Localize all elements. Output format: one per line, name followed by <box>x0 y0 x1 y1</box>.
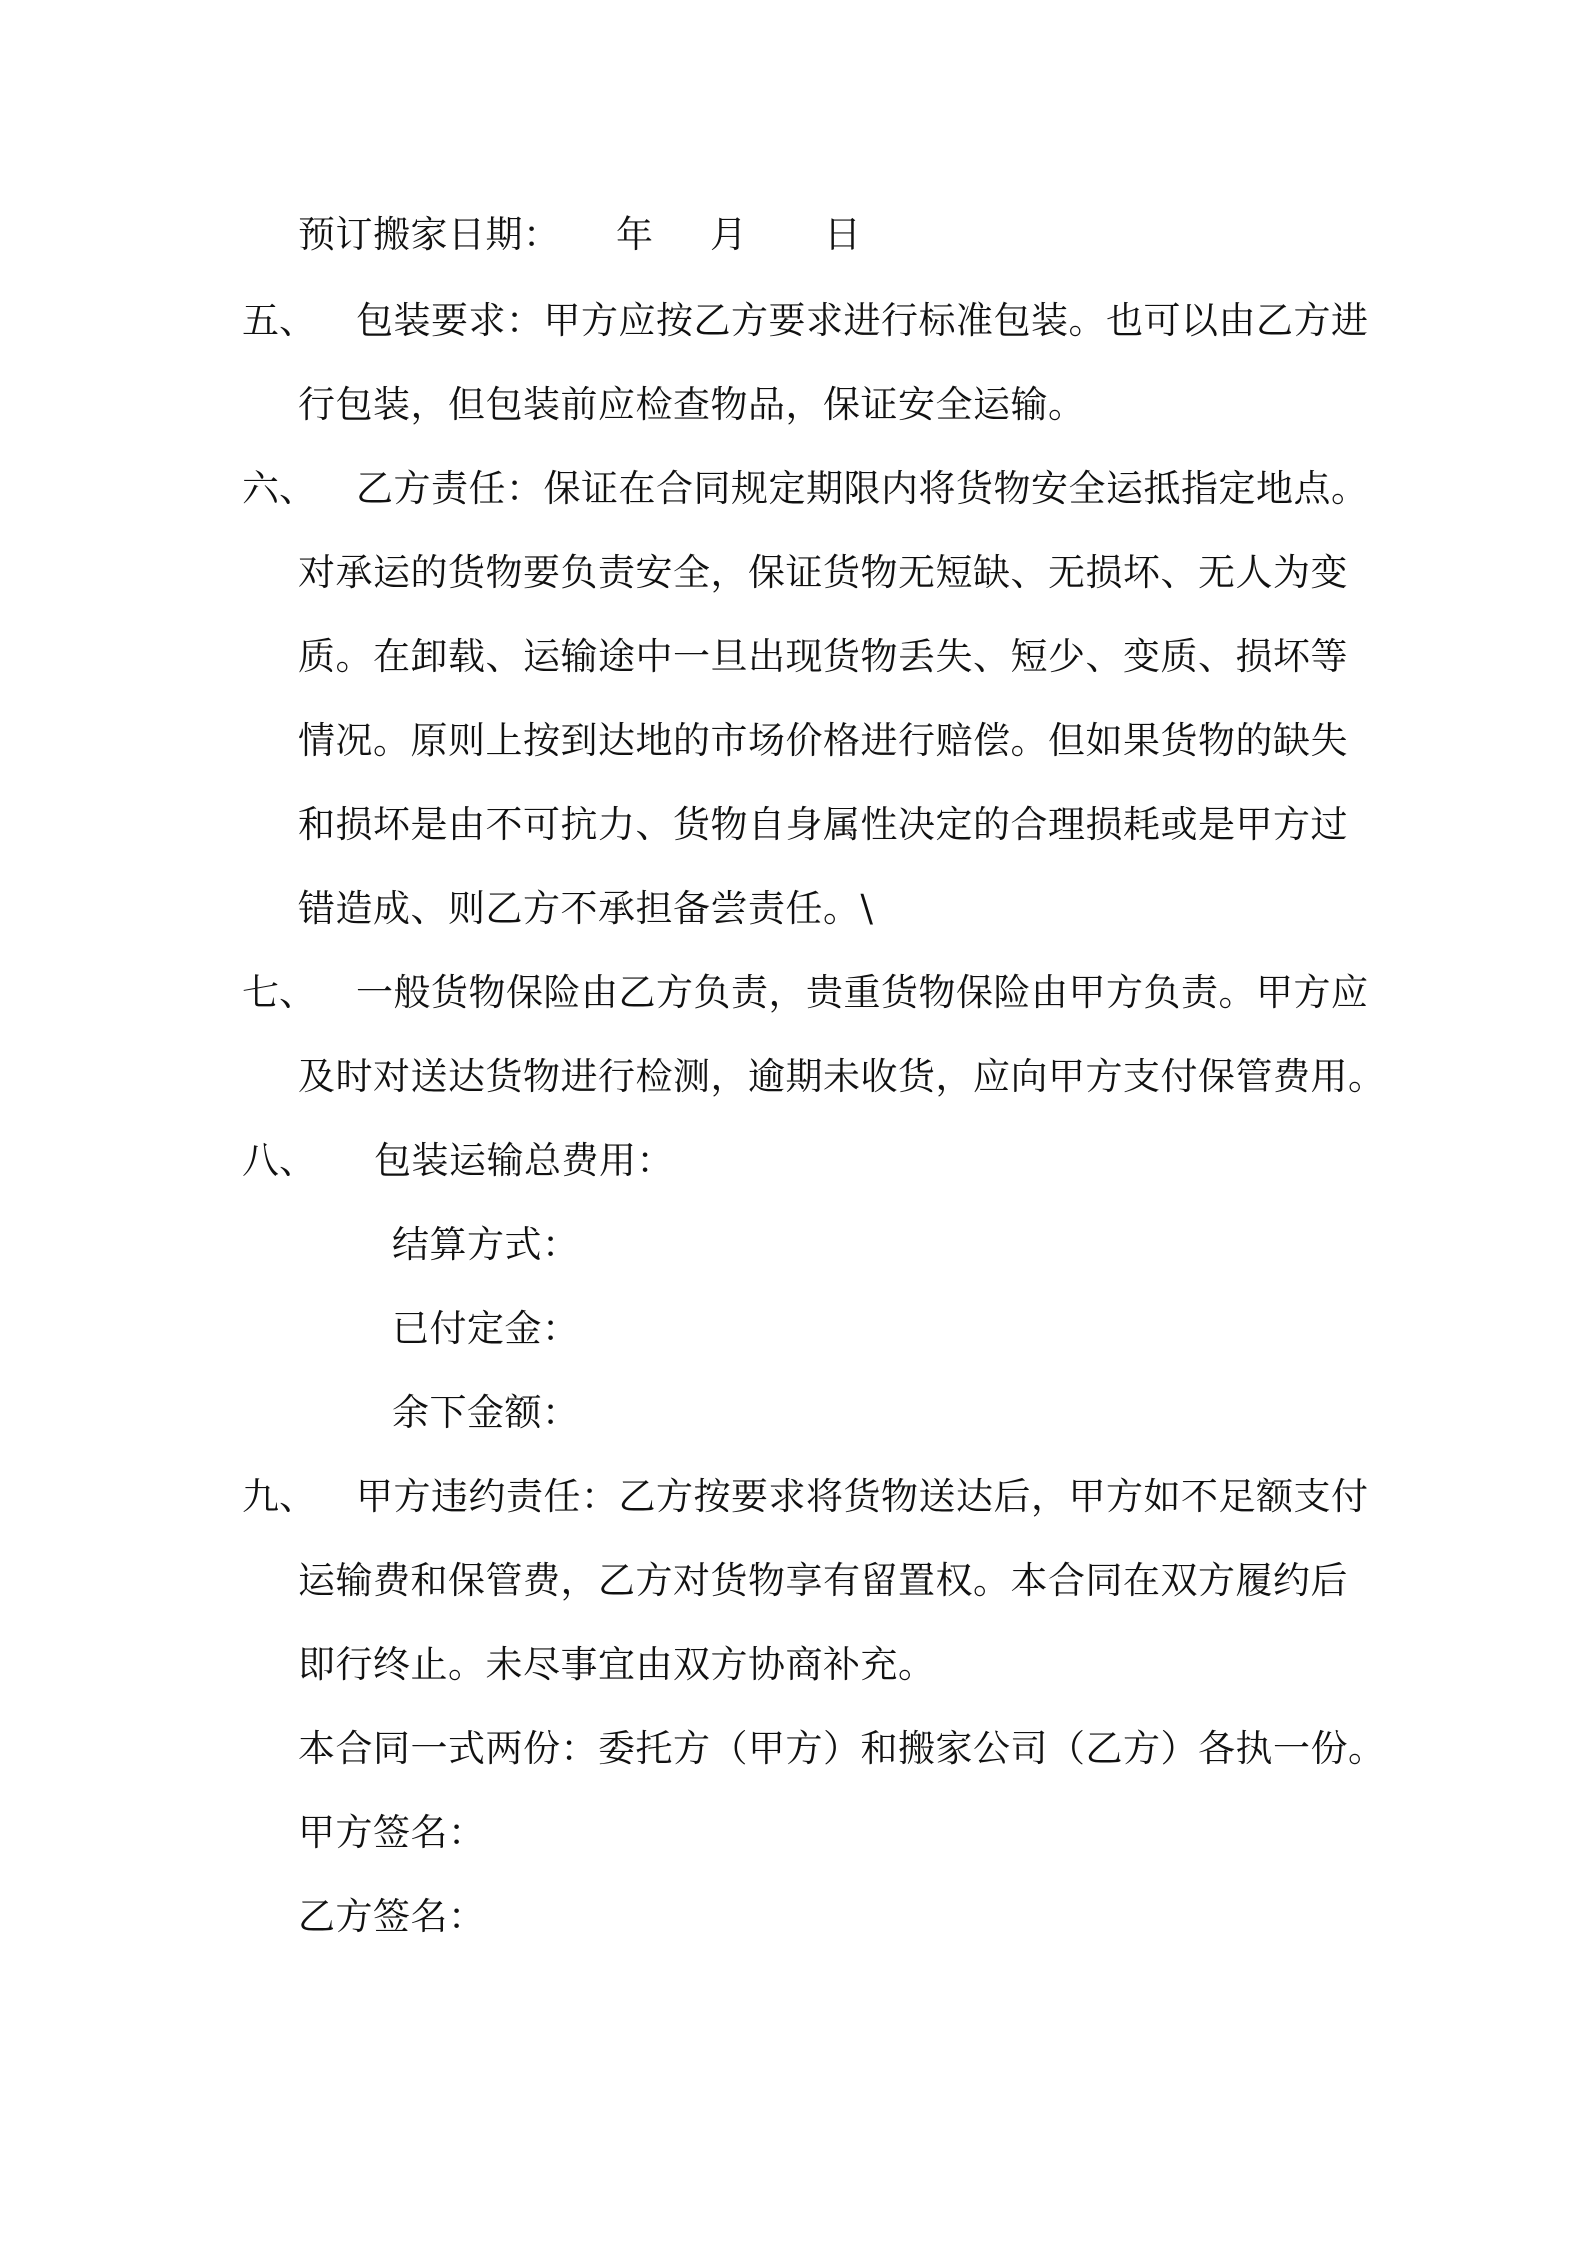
section-6-line-5: 和损坏是由不可抗力、货物自身属性决定的合理损耗或是甲方过 <box>298 803 1348 846</box>
section-7-number: 七、 <box>242 971 316 1014</box>
deposit-paid-label: 已付定金： <box>392 1307 580 1350</box>
year-label: 年 <box>616 213 654 256</box>
section-6-line-4: 情况。原则上按到达地的市场价格进行赔偿。但如果货物的缺失 <box>298 719 1348 762</box>
party-b-signature-label: 乙方签名： <box>298 1895 486 1938</box>
section-6-line-6: 错造成、则乙方不承担备尝责任。\ <box>298 887 874 930</box>
section-9-number: 九、 <box>242 1475 316 1518</box>
section-9-line-1: 甲方违约责任：乙方按要求将货物送达后，甲方如不足额支付 <box>356 1475 1369 1518</box>
section-5-number: 五、 <box>242 299 316 342</box>
settlement-method-label: 结算方式： <box>392 1223 580 1266</box>
section-8-number: 八、 <box>242 1139 316 1182</box>
day-label: 日 <box>824 213 862 256</box>
section-6-line-1: 乙方责任：保证在合同规定期限内将货物安全运抵指定地点。 <box>356 467 1369 510</box>
date-label: 预订搬家日期： <box>298 213 561 256</box>
section-6-line-2: 对承运的货物要负责安全，保证货物无短缺、无损坏、无人为变 <box>298 551 1348 594</box>
month-label: 月 <box>710 213 748 256</box>
section-5-line-2: 行包装，但包装前应检查物品，保证安全运输。 <box>298 383 1086 426</box>
section-8-title: 包装运输总费用： <box>374 1139 674 1182</box>
section-6-line-3: 质。在卸载、运输途中一旦出现货物丢失、短少、变质、损坏等 <box>298 635 1348 678</box>
remaining-amount-label: 余下金额： <box>392 1391 580 1434</box>
party-a-signature-label: 甲方签名： <box>298 1811 486 1854</box>
closing-statement: 本合同一式两份：委托方（甲方）和搬家公司（乙方）各执一份。 <box>298 1727 1386 1770</box>
section-6-number: 六、 <box>242 467 316 510</box>
section-9-line-2: 运输费和保管费，乙方对货物享有留置权。本合同在双方履约后 <box>298 1559 1348 1602</box>
section-9-line-3: 即行终止。未尽事宜由双方协商补充。 <box>298 1643 936 1686</box>
section-7-line-1: 一般货物保险由乙方负责，贵重货物保险由甲方负责。甲方应 <box>356 971 1369 1014</box>
section-5-line-1: 包装要求：甲方应按乙方要求进行标准包装。也可以由乙方进 <box>356 299 1369 342</box>
section-7-line-2: 及时对送达货物进行检测，逾期未收货，应向甲方支付保管费用。 <box>298 1055 1386 1098</box>
